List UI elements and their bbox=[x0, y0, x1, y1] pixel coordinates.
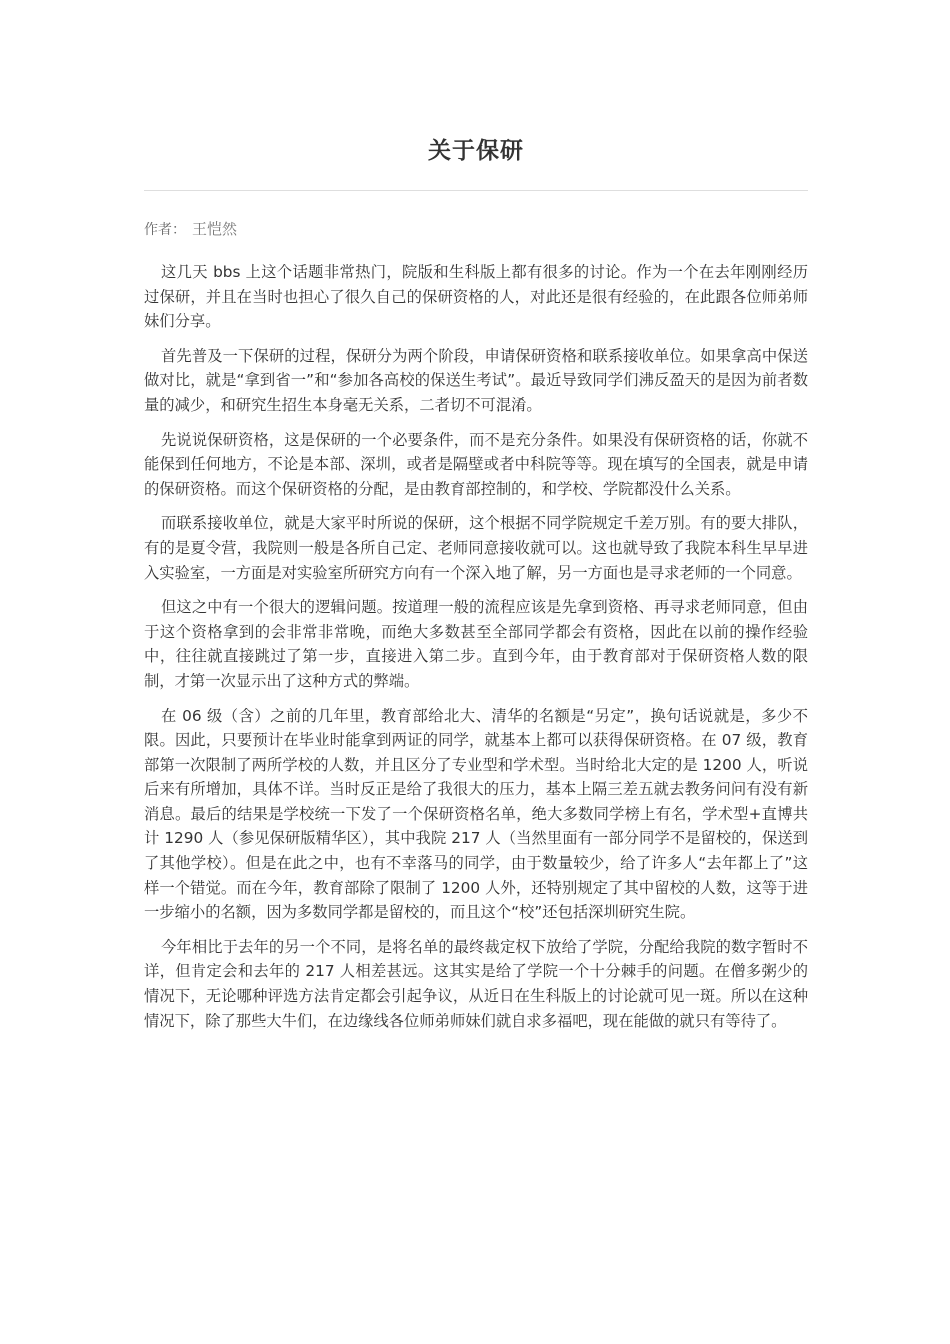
article-paragraph: 今年相比于去年的另一个不同，是将名单的最终裁定权下放给了学院，分配给我院的数字暂时不详，但肯定会和去年的 217 人相差甚远。这其实是给了学院一个十分棘手的问题。在僧多粥少的情况下，无论哪种评选方法肯定都会引起争议，从近日在生科版上的讨论就可见一斑。所以在这种情况下，除了那些大牛们，在边缘线各位师弟师妹们就自求多福吧，现在能做的就只有等待了。 bbox=[144, 937, 808, 1030]
article-paragraph: 在 06 级（含）之前的几年里，教育部给北大、清华的名额是“另定”，换句话说就是，多少不限。因此，只要预计在毕业时能拿到两证的同学，就基本上都可以获得保研资格。在 07 级，教育部第一次限制了两所学校的人数，并且区分了专业型和学术型。当时给北大定的是 1200 人，听说后来有所增加，具体不详。当时反正是给了我很大的压力，基本上隔三差五就去教务问问有没有新消息。最后的结果是学校统一下发了一个保研资格名单，绝大多数同学榜上有名，学术型+直博共计 1290 人（参见保研版精华区），其中我院 217 人（当然里面有一部分同学不是留校的，保送到了其他学校）。但是在此之中，也有不幸落马的同学，由于数量较少，给了许多人“去年都上了”这样一个错觉。而在今年，教育部除了限制了 1200 人外，还特别规定了其中留校的人数，这等于进一步缩小的名额，因为多数同学都是留校的，而且这个“校”还包括深圳研究生院。 bbox=[144, 706, 808, 922]
article-paragraph: 这几天 bbs 上这个话题非常热门，院版和生科版上都有很多的讨论。作为一个在去年刚刚经历过保研，并且在当时也担心了很久自己的保研资格的人，对此还是很有经验的，在此跟各位师弟师妹们分享。 bbox=[144, 263, 808, 331]
article-paragraph: 首先普及一下保研的过程，保研分为两个阶段，申请保研资格和联系接收单位。如果拿高中保送做对比，就是“拿到省一”和“参加各高校的保送生考试”。最近导致同学们沸反盈天的是因为前者数量的减少，和研究生招生本身毫无关系，二者切不可混淆。 bbox=[144, 346, 808, 414]
article-paragraph: 而联系接收单位，就是大家平时所说的保研，这个根据不同学院规定千差万别。有的要大排队，有的是夏令营，我院则一般是各所自己定、老师同意接收就可以。这也就导致了我院本科生早早进入实验室，一方面是对实验室所研究方向有一个深入地了解，另一方面也是寻求老师的一个同意。 bbox=[144, 514, 808, 582]
article-title: 关于保研 bbox=[428, 138, 524, 164]
article-paragraph: 先说说保研资格，这是保研的一个必要条件，而不是充分条件。如果没有保研资格的话，你就不能保到任何地方，不论是本部、深圳，或者是隔壁或者中科院等等。现在填写的全国表，就是申请的保研资格。而这个保研资格的分配，是由教育部控制的，和学校、学院都没什么关系。 bbox=[144, 430, 808, 498]
article-page bbox=[144, 0, 808, 1043]
article-paragraph: 但这之中有一个很大的逻辑问题。按道理一般的流程应该是先拿到资格、再寻求老师同意，但由于这个资格拿到的会非常非常晚，而绝大多数甚至全部同学都会有资格，因此在以前的操作经验中，往往就直接跳过了第一步，直接进入第二步。直到今年，由于教育部对于保研资格人数的限制，才第一次显示出了这种方式的弊端。 bbox=[144, 598, 808, 690]
article-body bbox=[144, 260, 808, 1033]
author-name: 王恺然 bbox=[192, 220, 238, 238]
title-divider bbox=[144, 190, 808, 191]
author-label: 作者： bbox=[144, 222, 186, 238]
author-line bbox=[144, 219, 808, 240]
